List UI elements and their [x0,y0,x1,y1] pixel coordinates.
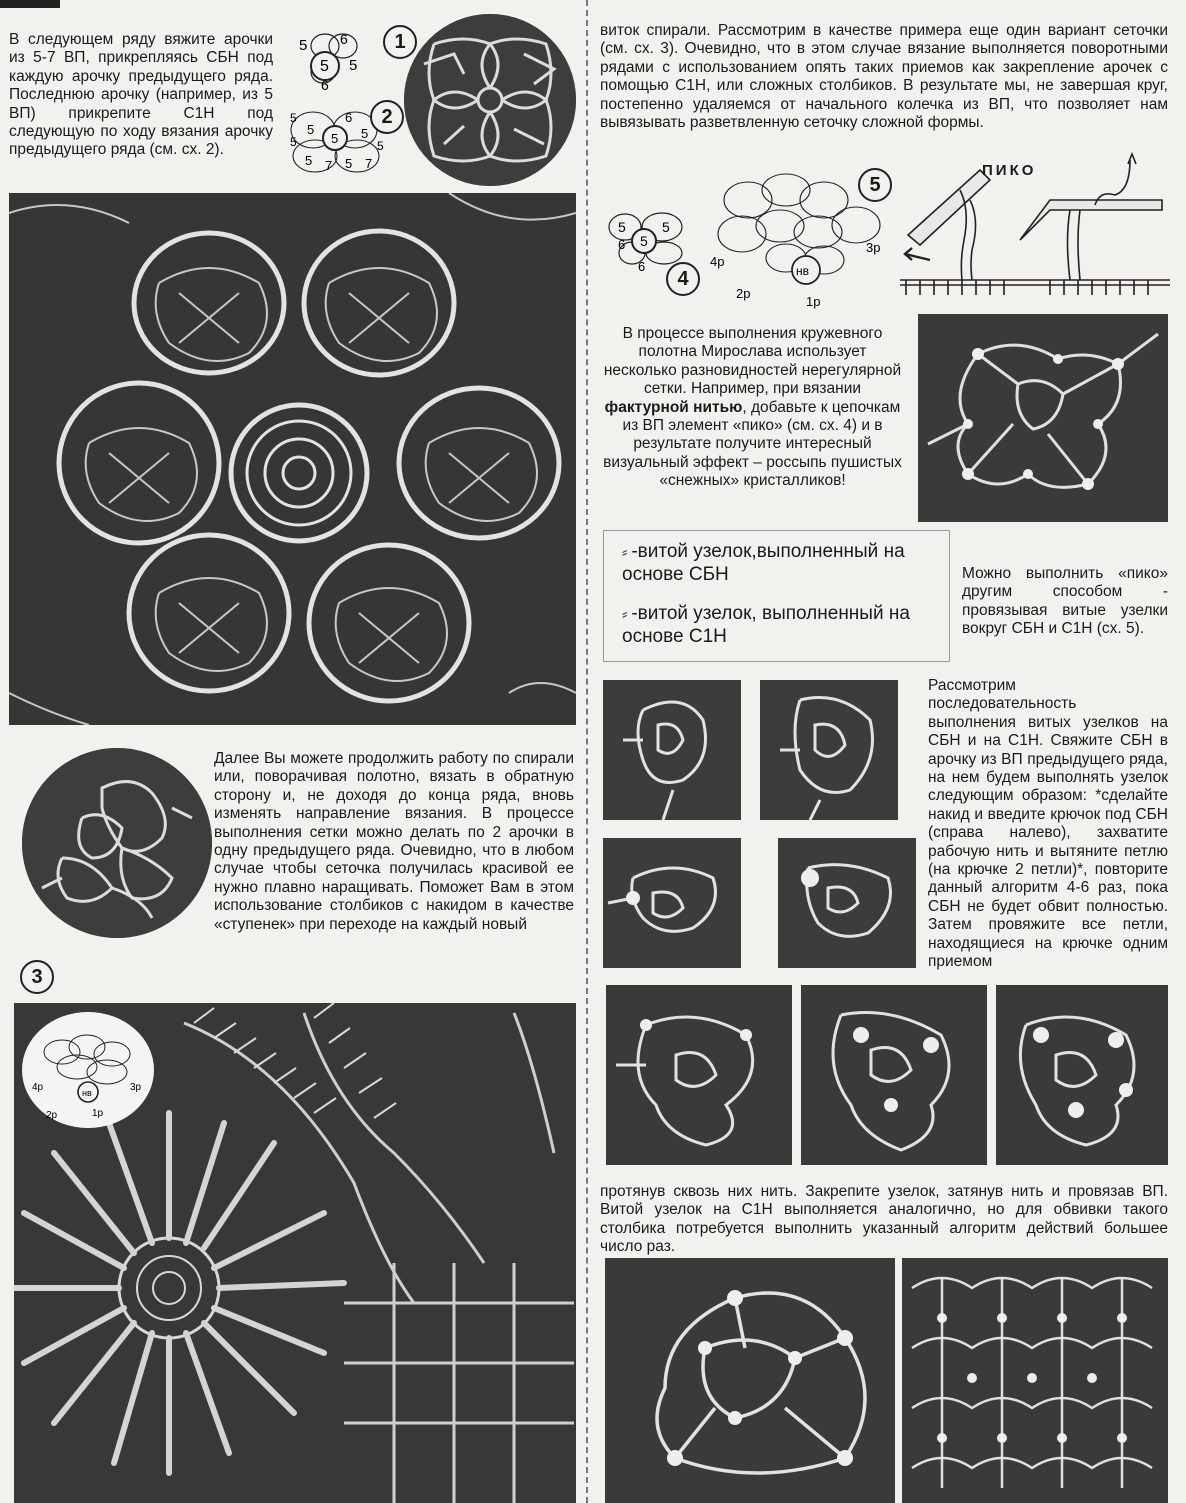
svg-text:5: 5 [331,131,339,146]
svg-text:6: 6 [345,110,353,125]
column-divider [586,0,588,1503]
schema-5-number: 5 [858,168,892,202]
knot-step-photo-2 [760,680,898,820]
svg-text:5: 5 [640,233,648,249]
svg-text:3р: 3р [866,240,881,255]
legend-item-sbn [622,541,949,586]
sunflower-inset-schema [22,1012,154,1128]
svg-text:нв: нв [796,264,810,278]
svg-text:5: 5 [618,219,626,235]
svg-text:5: 5 [290,135,297,149]
svg-text:5: 5 [290,111,297,125]
svg-text:5: 5 [377,139,384,153]
legend-item-s1n [622,603,949,648]
piko-other-paragraph: Можно выполнить «пико» другим способом - провязывая витые узелки вокруг СБН и С1Н (сх. 5). [962,565,1168,638]
knot-result-photo-1 [606,985,792,1165]
final-paragraph: протянув сквозь них нить. Закрепите узелок, затянув нить и провязав ВП. Витой узелок на С1Н выполняется аналогично, но для обвивки такого столбика потребуется выполнить указанный алгоритм действий большее число раз. [600,1183,1168,1256]
sequence-paragraph: Рассмотрим последовательность выполнения витых узелков на СБН и на С1Н. Свяжите СБН в арочку из ВП предыдущего ряда, на нем будем выполнять узелок следующим образом: *сделайте накид и введите крючок под СБН (справа налево), захватите рабочую нить и вытяните петлю (на крючке 2 петли)*, повторите данный алгоритм 4-6 раз, пока СБН не будет обвит полностью. Затем провяжите все петли, находящиеся на крючке одним приемом [928,677,1168,971]
magazine-logo [0,0,60,8]
piko-drawing [900,150,1170,300]
mesh-schema-3-photo [22,748,212,938]
svg-text:5: 5 [349,57,358,74]
svg-text:7: 7 [325,158,333,173]
svg-text:5: 5 [361,126,369,141]
svg-text:2р: 2р [46,1110,58,1121]
svg-text:5: 5 [307,122,315,137]
knot-result-photo-3 [996,985,1168,1165]
svg-text:6: 6 [321,77,329,90]
svg-text:5: 5 [345,156,353,171]
schema-1-number: 1 [383,25,417,59]
knot-step-photo-3 [603,838,741,968]
svg-text:нв: нв [82,1088,92,1098]
mesh-circle-photo [404,14,576,186]
svg-text:5: 5 [305,153,313,168]
svg-text:5: 5 [320,58,329,75]
knot-mesh-photo-large-2 [902,1258,1168,1503]
svg-text:5: 5 [299,37,308,54]
knot-mesh-photo-large-1 [605,1258,895,1503]
svg-text:4р: 4р [32,1082,44,1093]
lace-text-2: , добавьте к цепочкам из ВП элемент «пико» (см. сх. 4) и в результате получите интересный визуальный эффект – россыпь пушистых «снежных» кристалликов! [603,398,902,490]
svg-text:1р: 1р [92,1108,104,1119]
legend-text-s1n: -витой узелок, выполненный на основе С1Н [622,603,910,647]
lace-text-bold: фактурной нитью [604,398,743,416]
knot-step-photo-1 [603,680,741,820]
svg-text:1р: 1р [806,294,821,309]
svg-text:6: 6 [618,237,626,252]
lace-flower-photo [9,193,576,725]
schema-2-number: 2 [370,100,404,134]
svg-text:2р: 2р [736,286,751,301]
lace-text-1: В процессе выполнения кружевного полотна Мирослава использует несколько разновидностей нерегулярной сетки. Например, при вязании [603,325,902,398]
svg-text:4р: 4р [710,254,725,269]
intro-paragraph: В следующем ряду вяжите арочки из 5-7 ВП, прикрепляясь СБН под каждую арочку предыдущего ряда. Последнюю арочку (например, из 5 ВП) прикрепите С1Н под следующую по ходу вязания арочку предыдущего ряда (см. сх. 2). [9,31,273,159]
twisted-knot-sbn-icon: ⸗ [622,544,628,561]
knot-result-photo-2 [801,985,987,1165]
top-paragraph: виток спирали. Рассмотрим в качестве примера еще один вариант сеточки (см. сх. 3). Очевидно, что в этом случае вязание выполняется поворотными рядами с использованием опять таких приемов как закрепление арочек с помощью С1Н, или сложных столбиков. В результате мы, не завершая круг, постепенно удаляемся от начального колечка из ВП, что позволяет нам вывязывать разветвленную сеточку сложной формы. [600,22,1168,132]
legend-text-sbn: -витой узелок,выполненный на основе СБН [622,541,905,585]
schema-1 [285,20,395,90]
schema-4-number: 4 [666,262,700,296]
svg-text:5: 5 [662,219,670,235]
twisted-knot-s1n-icon: ⸗ [622,606,628,623]
lace-paragraph [600,325,905,491]
svg-text:3р: 3р [130,1082,142,1093]
schema-3-number: 3 [20,960,54,994]
piko-label: ПИКО [982,162,1037,179]
continue-paragraph: Далее Вы можете продолжить работу по спирали или, поворачивая полотно, вязать в обратную сторону и, не доходя до конца ряда, вновь изменять направление вязания. В процессе выполнения сетки можно делать по 2 арочки в одну предыдущего ряда. Очевидно, что в любом случае чтобы сеточка получилась красивой ее нужно плавно наращивать. Поможет Вам в этом использование столбиков с накидом в качестве «ступенек» при переходе на каждый новый [214,750,574,933]
knot-step-photo-4 [778,838,916,968]
svg-text:6: 6 [340,31,348,47]
svg-text:6: 6 [638,259,646,274]
knot-legend [603,530,950,662]
page-tag [1100,0,1186,6]
snowflake-mesh-photo [918,314,1168,522]
svg-text:7: 7 [365,156,373,171]
